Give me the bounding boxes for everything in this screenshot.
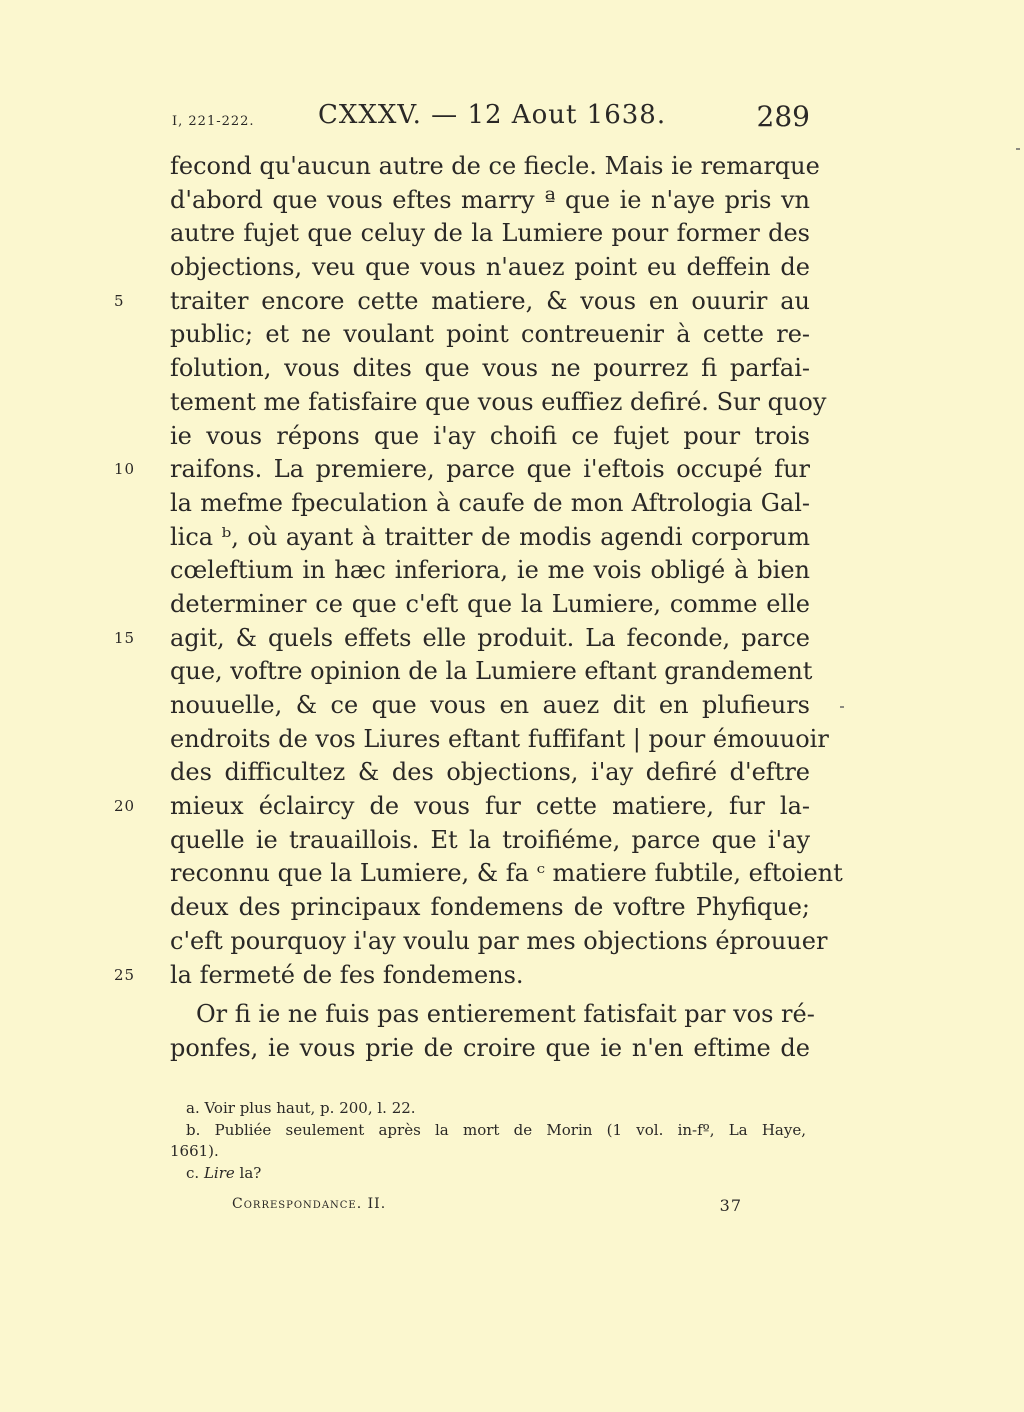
text-line: nouuelle, & ce que vous en auez dit en plufieurs	[170, 691, 810, 719]
line-number: 5	[114, 291, 125, 310]
text-line: d'abord que vous eftes marry ª que ie n'aye pris vn	[170, 185, 810, 214]
line-number: 25	[114, 965, 136, 984]
paragraph-line: ponfes, ie vous prie de croire que ie n'en eftime de	[170, 1033, 810, 1062]
text-line: la mefme fpeculation à caufe de mon Aftrologia Gal-	[170, 488, 810, 517]
text-line: 15 agit, & quels effets elle produit. La feconde, parce	[170, 622, 810, 656]
text-line: 20 mieux éclaircy de vous fur cette matiere, fur la-	[170, 790, 810, 824]
text-line: 5 traiter encore cette matiere, & vous en ouurir au	[170, 285, 810, 319]
text-line: determiner ce que c'eft que la Lumiere, comme elle	[170, 589, 810, 618]
line-number: 10	[114, 460, 136, 479]
margin-mark	[1016, 148, 1020, 150]
text-line: deux des principaux fondemens de voftre Phyfique;	[170, 893, 810, 922]
text-line: lica ᵇ, où ayant à traitter de modis agendi corporum	[170, 522, 810, 551]
text-line: objections, veu que vous n'auez point eu deffein de	[170, 253, 810, 282]
text-line: autre fujet que celuy de la Lumiere pour former des	[170, 219, 810, 248]
line-number: 20	[114, 797, 136, 816]
footnote-a: a. Voir plus haut, p. 200, l. 22.	[186, 1099, 416, 1117]
text-line: public; et ne voulant point contreuenir à cette re-	[170, 320, 810, 349]
text-line: folution, vous dites que vous ne pourrez fi parfai-	[170, 354, 810, 383]
paragraph-line: Or fi ie ne fuis pas entierement fatisfait par vos ré-	[196, 1000, 815, 1029]
footer-title: Correspondance. II.	[232, 1196, 387, 1212]
text-line: quelle ie trauaillois. Et la troifiéme, parce que i'ay	[170, 825, 810, 854]
footnote-c: c. Lire la?	[186, 1163, 262, 1182]
signature-mark: 37	[719, 1196, 742, 1215]
page-number: 289	[756, 100, 810, 133]
footnotes	[170, 1098, 806, 1184]
page-header	[170, 100, 810, 144]
letter-heading: CXXXV. — 12 Aout 1638.	[318, 100, 667, 130]
text-line: ie vous répons que i'ay choifi ce fujet pour trois	[170, 421, 810, 450]
footnote-b: b. Publiée seulement après la mort de Morin (1 vol. in-fº, La Haye,	[186, 1120, 806, 1139]
margin-mark	[840, 706, 844, 708]
page-footer	[232, 1196, 742, 1215]
text-line: endroits de vos Liures eftant fuffifant | pour émouuoir	[170, 724, 829, 753]
text-line: c'eft pourquoy i'ay voulu par mes objections éprouuer	[170, 926, 828, 955]
text-line: 10 raifons. La premiere, parce que i'eftois occupé fur	[170, 453, 810, 487]
text-line: fecond qu'aucun autre de ce fiecle. Mais ie remarque	[170, 152, 820, 180]
footnote-b-continued: 1661).	[170, 1142, 219, 1160]
letter-text	[114, 150, 843, 1066]
text-line: reconnu que la Lumiere, & fa ᶜ matiere fubtile, eftoient	[170, 859, 843, 888]
text-line: tement me fatisfaire que vous euffiez defiré. Sur quoy	[170, 387, 827, 416]
text-line: des difficultez & des objections, i'ay defiré d'eftre	[170, 758, 810, 787]
text-line: cœleftium in hæc inferiora, ie me vois obligé à bien	[170, 556, 810, 585]
volume-reference: I, 221-222.	[172, 114, 255, 129]
line-number: 15	[114, 628, 136, 647]
text-line: 25 la fermeté de fes fondemens.	[170, 959, 810, 993]
text-line: que, voftre opinion de la Lumiere eftant grandement	[170, 657, 813, 686]
